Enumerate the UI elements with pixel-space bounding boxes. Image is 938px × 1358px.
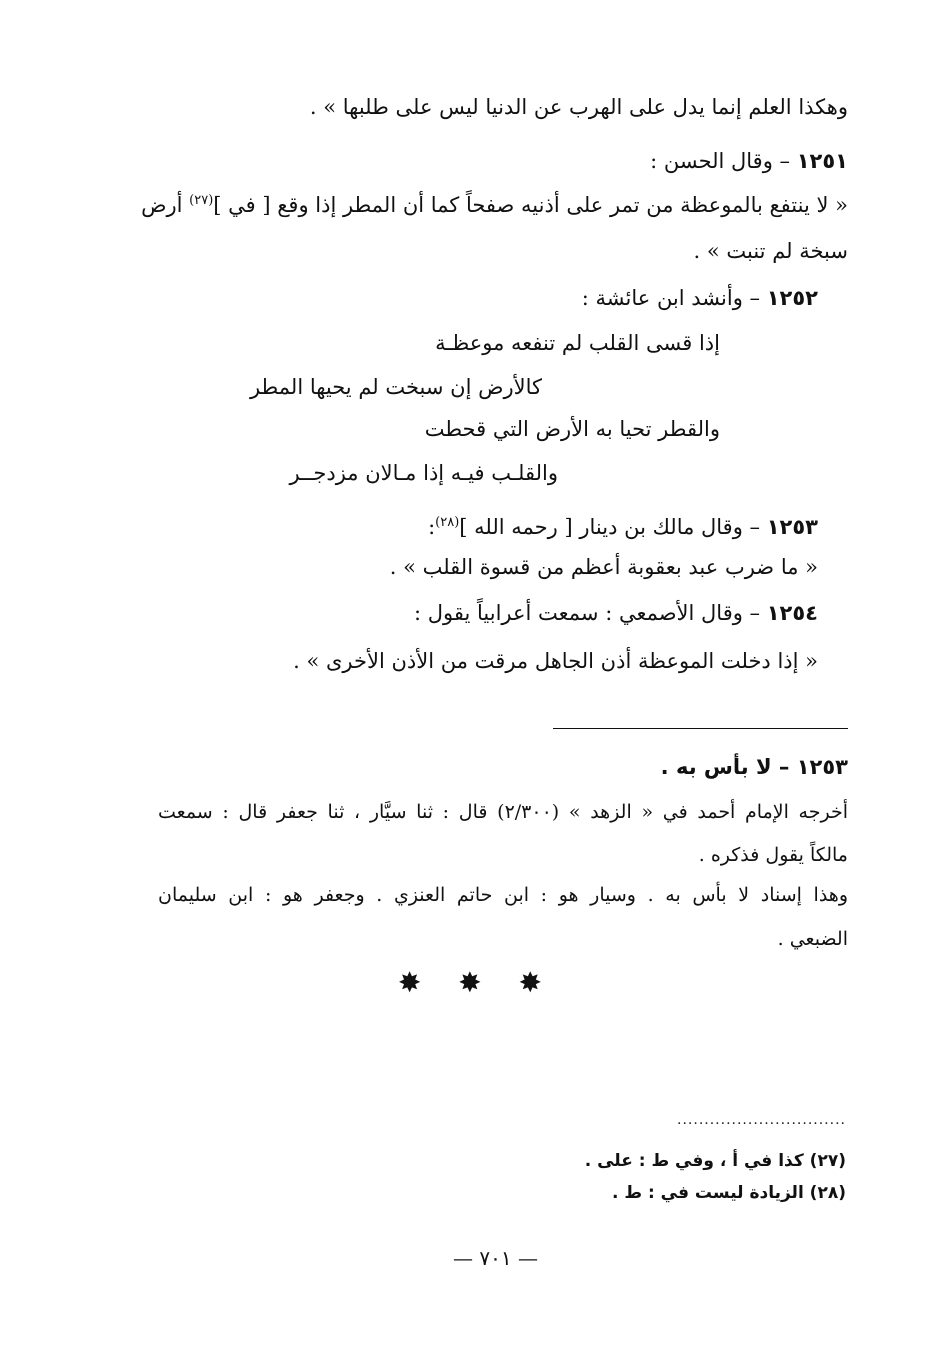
note-number: ١٢٥٣	[796, 755, 848, 779]
text-span: والقلـب فيـه إذا مـالان مزدجــر	[289, 461, 558, 485]
poem-verse	[425, 414, 720, 444]
text-line	[390, 552, 818, 582]
text-span: (٢٨) الزيادة ليست في : ط .	[612, 1183, 846, 1203]
notes-heading	[661, 752, 848, 782]
text-span: « ما ضرب عبد بعقوبة أعظم من قسوة القلب » .	[389, 555, 818, 579]
entry-number: ١٢٥١	[796, 149, 848, 173]
entry-heading-text: – وقال مالك بن دينار [ رحمه الله ]	[459, 515, 767, 539]
footnote-ref: (٢٨)	[435, 515, 460, 530]
text-span: وهذا إسناد لا بأس به . وسيار هو : ابن حاتم العنزي . وجعفر هو : ابن سليمان	[158, 884, 848, 906]
footnote-divider	[677, 1112, 846, 1128]
text-span: الضبعي .	[777, 928, 848, 950]
text-span: والقطر تحيا به الأرض التي قحطت	[424, 417, 720, 441]
note-line	[778, 924, 848, 954]
text-span: أرض	[141, 193, 190, 217]
star-separator	[398, 966, 556, 999]
star-ornament: ✸ ✸ ✸	[397, 966, 556, 999]
text-span: « لا ينتفع بالموعظة من تمر على أذنيه صفحاً كما أن المطر إذا وقع [ في ]	[213, 193, 848, 217]
footnote-ref: (٢٧)	[189, 193, 214, 208]
entry-heading-text: – وأنشد ابن عائشة :	[581, 286, 767, 310]
poem-verse	[435, 328, 720, 358]
text-span: — ٧٠١ —	[453, 1246, 538, 1270]
poem-verse	[250, 372, 542, 402]
entry-number: ١٢٥٢	[766, 286, 818, 310]
note-line	[699, 840, 848, 870]
entry-number: ١٢٥٣	[766, 515, 818, 539]
section-rule	[553, 728, 848, 729]
text-span: أخرجه الإمام أحمد في « الزهد » (٢/٣٠٠) قال : ثنا سيَّار ، ثنا جعفر قال : سمعت	[158, 801, 848, 823]
text-span: :	[428, 515, 436, 539]
entry-heading-text: – وقال الحسن :	[650, 149, 797, 173]
footnote-28	[612, 1180, 846, 1206]
poem-verse	[290, 458, 559, 488]
page-number	[453, 1246, 538, 1270]
note-heading-text: – لا بأس به .	[660, 755, 797, 779]
entry-1252-heading	[582, 283, 818, 313]
text-line	[141, 186, 848, 220]
text-span: وهكذا العلم إنما يدل على الهرب عن الدنيا ليس على طلبها » .	[309, 95, 848, 119]
text-line	[310, 92, 848, 122]
note-line	[158, 797, 848, 827]
text-span: مالكاً يقول فذكره .	[698, 844, 848, 866]
text-line	[694, 236, 849, 266]
note-line	[158, 880, 848, 910]
dotted-rule: ...............................	[677, 1112, 846, 1128]
text-span: كالأرض إن سبخت لم يحيها المطر	[249, 375, 542, 399]
entry-heading-text: – وقال الأصمعي : سمعت أعرابياً يقول :	[413, 601, 767, 625]
entry-1254-heading	[414, 598, 818, 628]
text-span: سبخة لم تنبت » .	[693, 239, 848, 263]
text-line	[293, 646, 818, 676]
entry-1253-heading	[428, 508, 818, 542]
text-span: (٢٧) كذا في أ ، وفي ط : على .	[584, 1151, 846, 1171]
entry-1251-heading	[650, 146, 848, 176]
entry-number: ١٢٥٤	[766, 601, 818, 625]
text-span: « إذا دخلت الموعظة أذن الجاهل مرقت من الأذن الأخرى » .	[293, 649, 818, 673]
text-span: إذا قسى القلب لم تنفعه موعظـة	[435, 331, 720, 355]
footnote-27	[585, 1148, 846, 1174]
